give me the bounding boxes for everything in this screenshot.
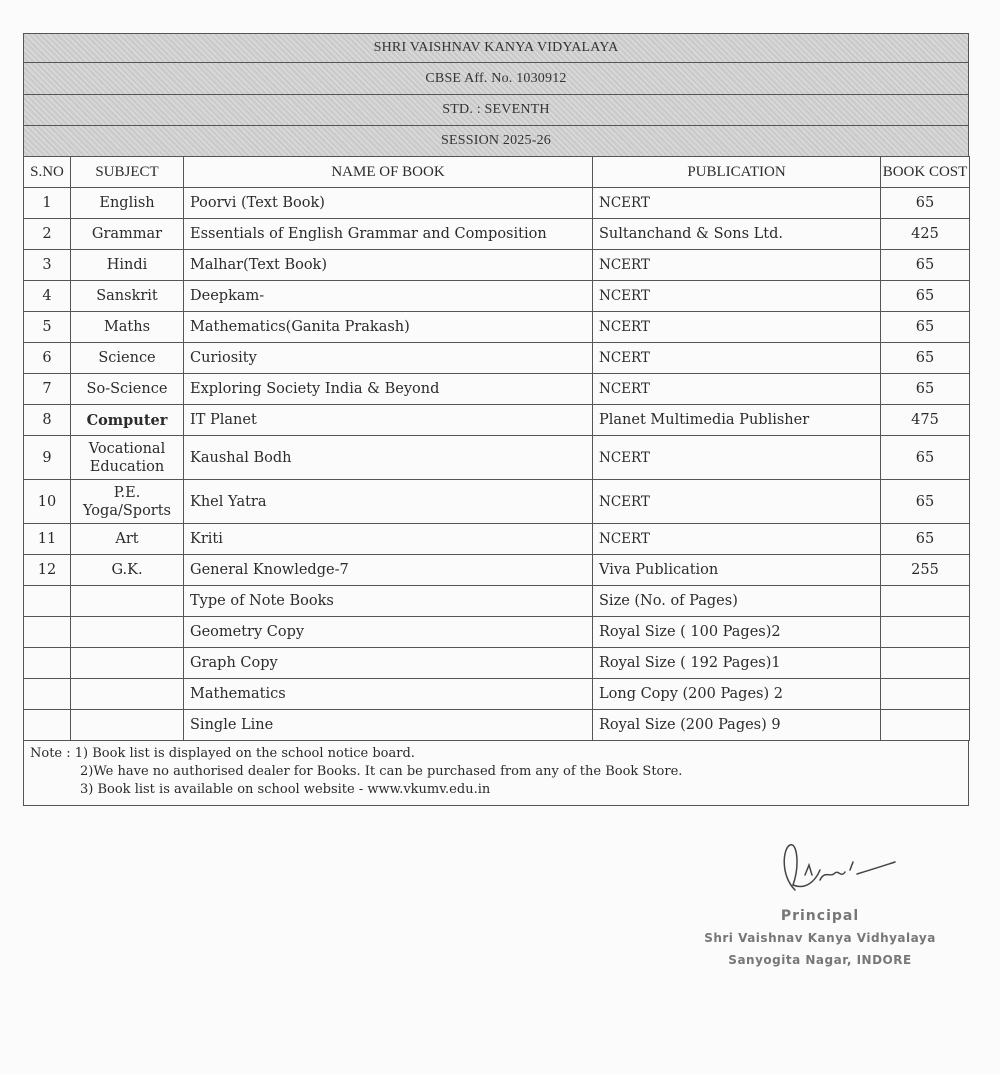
- notebook-type-cell: Type of Note Books: [184, 586, 593, 617]
- subject-cell: Hindi: [71, 250, 184, 281]
- subject-cell: [71, 480, 184, 524]
- notebook-size-cell: Royal Size (200 Pages) 9: [593, 710, 881, 741]
- book-cost-cell: 425: [881, 219, 970, 250]
- subject-cell: Science: [71, 343, 184, 374]
- sno-cell: 12: [24, 555, 71, 586]
- notebook-type-cell: Graph Copy: [184, 648, 593, 679]
- publication-cell: NCERT: [593, 524, 881, 555]
- note-line-3: 3) Book list is available on school website - www.vkumv.edu.in: [80, 782, 491, 797]
- table-row: [24, 281, 970, 312]
- sno-cell: [24, 710, 71, 741]
- table-header-row: [24, 157, 970, 188]
- book-cost-cell: [881, 710, 970, 741]
- book-name-cell: Exploring Society India & Beyond: [184, 374, 593, 405]
- notebook-size-cell: Royal Size ( 192 Pages)1: [593, 648, 881, 679]
- table-row: [24, 188, 970, 219]
- sno-cell: 6: [24, 343, 71, 374]
- publication-cell: Planet Multimedia Publisher: [593, 405, 881, 436]
- sno-cell: 7: [24, 374, 71, 405]
- table-row: [24, 555, 970, 586]
- table-row: [24, 524, 970, 555]
- sno-cell: 8: [24, 405, 71, 436]
- subject-cell: Maths: [71, 312, 184, 343]
- subject-line: P.E.: [113, 484, 141, 501]
- notebook-type-cell: Single Line: [184, 710, 593, 741]
- book-list-table: [23, 156, 970, 741]
- column-header-publication: PUBLICATION: [593, 157, 881, 188]
- notebook-size-cell: Long Copy (200 Pages) 2: [593, 679, 881, 710]
- subject-cell: G.K.: [71, 555, 184, 586]
- subject-cell: Computer: [71, 405, 184, 436]
- publication-cell: NCERT: [593, 281, 881, 312]
- column-header-sno: S.NO: [24, 157, 71, 188]
- sno-cell: 9: [24, 436, 71, 480]
- sno-cell: [24, 648, 71, 679]
- sno-cell: [24, 617, 71, 648]
- standard-label: STD. : SEVENTH: [23, 94, 969, 125]
- notebook-size-cell: Size (No. of Pages): [593, 586, 881, 617]
- column-header-book: NAME OF BOOK: [184, 157, 593, 188]
- notebook-row: [24, 586, 970, 617]
- sno-cell: 4: [24, 281, 71, 312]
- subject-cell: [71, 648, 184, 679]
- sno-cell: 11: [24, 524, 71, 555]
- table-row: [24, 250, 970, 281]
- principal-signature: [775, 840, 905, 900]
- sno-cell: 2: [24, 219, 71, 250]
- subject-cell: [71, 436, 184, 480]
- book-cost-cell: 65: [881, 343, 970, 374]
- book-cost-cell: 65: [881, 188, 970, 219]
- affiliation-number: CBSE Aff. No. 1030912: [23, 62, 969, 94]
- book-cost-cell: 65: [881, 480, 970, 524]
- session-label: SESSION 2025-26: [23, 125, 969, 156]
- notebook-type-cell: Mathematics: [184, 679, 593, 710]
- notebook-row: [24, 648, 970, 679]
- subject-line: Yoga/Sports: [83, 502, 171, 519]
- table-row: [24, 312, 970, 343]
- notebook-row: [24, 679, 970, 710]
- school-name: SHRI VAISHNAV KANYA VIDYALAYA: [23, 33, 969, 62]
- book-name-cell: Poorvi (Text Book): [184, 188, 593, 219]
- book-cost-cell: 65: [881, 250, 970, 281]
- subject-cell: [71, 617, 184, 648]
- table-row: [24, 343, 970, 374]
- book-cost-cell: 65: [881, 312, 970, 343]
- column-header-subject: SUBJECT: [71, 157, 184, 188]
- notes-section: [23, 741, 969, 806]
- note-line-1: Note : 1) Book list is displayed on the school notice board.: [30, 746, 415, 761]
- sno-cell: 10: [24, 480, 71, 524]
- table-row: [24, 374, 970, 405]
- book-name-cell: Mathematics(Ganita Prakash): [184, 312, 593, 343]
- note-line-2: 2)We have no authorised dealer for Books. It can be purchased from any of the Book Store.: [80, 764, 683, 779]
- notebook-type-cell: Geometry Copy: [184, 617, 593, 648]
- sno-cell: [24, 679, 71, 710]
- stamp-line-2: Sanyogita Nagar, INDORE: [728, 953, 912, 967]
- table-row: [24, 219, 970, 250]
- sno-cell: 3: [24, 250, 71, 281]
- notebook-row: [24, 710, 970, 741]
- book-name-cell: Kriti: [184, 524, 593, 555]
- notebook-size-cell: Royal Size ( 100 Pages)2: [593, 617, 881, 648]
- notebook-row: [24, 617, 970, 648]
- book-name-cell: General Knowledge-7: [184, 555, 593, 586]
- book-name-cell: Curiosity: [184, 343, 593, 374]
- publication-cell: NCERT: [593, 188, 881, 219]
- publication-cell: Viva Publication: [593, 555, 881, 586]
- table-row: [24, 480, 970, 524]
- column-header-cost: BOOK COST: [881, 157, 970, 188]
- subject-cell: English: [71, 188, 184, 219]
- book-cost-cell: [881, 679, 970, 710]
- publication-cell: Sultanchand & Sons Ltd.: [593, 219, 881, 250]
- subject-cell: [71, 586, 184, 617]
- book-list-sheet: [23, 33, 969, 806]
- book-cost-cell: 65: [881, 281, 970, 312]
- publication-cell: NCERT: [593, 436, 881, 480]
- subject-line: Education: [89, 458, 165, 475]
- book-name-cell: Khel Yatra: [184, 480, 593, 524]
- subject-cell: Grammar: [71, 219, 184, 250]
- book-cost-cell: 65: [881, 374, 970, 405]
- book-cost-cell: [881, 586, 970, 617]
- subject-cell: So-Science: [71, 374, 184, 405]
- table-row: [24, 436, 970, 480]
- book-cost-cell: [881, 617, 970, 648]
- stamp-line-1: Shri Vaishnav Kanya Vidhyalaya: [704, 931, 936, 945]
- publication-cell: NCERT: [593, 374, 881, 405]
- sno-cell: [24, 586, 71, 617]
- subject-cell: Art: [71, 524, 184, 555]
- subject-cell: [71, 679, 184, 710]
- book-name-cell: Essentials of English Grammar and Composition: [184, 219, 593, 250]
- table-row: [24, 405, 970, 436]
- subject-line: Vocational: [88, 440, 166, 457]
- publication-cell: NCERT: [593, 480, 881, 524]
- subject-cell: [71, 710, 184, 741]
- publication-cell: NCERT: [593, 312, 881, 343]
- book-name-cell: Deepkam-: [184, 281, 593, 312]
- book-cost-cell: 255: [881, 555, 970, 586]
- sno-cell: 1: [24, 188, 71, 219]
- book-cost-cell: 65: [881, 524, 970, 555]
- sno-cell: 5: [24, 312, 71, 343]
- book-name-cell: IT Planet: [184, 405, 593, 436]
- book-name-cell: Malhar(Text Book): [184, 250, 593, 281]
- stamp-title: Principal: [780, 908, 860, 924]
- book-name-cell: Kaushal Bodh: [184, 436, 593, 480]
- book-cost-cell: 65: [881, 436, 970, 480]
- book-cost-cell: [881, 648, 970, 679]
- book-cost-cell: 475: [881, 405, 970, 436]
- publication-cell: NCERT: [593, 250, 881, 281]
- subject-cell: Sanskrit: [71, 281, 184, 312]
- publication-cell: NCERT: [593, 343, 881, 374]
- principal-stamp: [675, 905, 965, 971]
